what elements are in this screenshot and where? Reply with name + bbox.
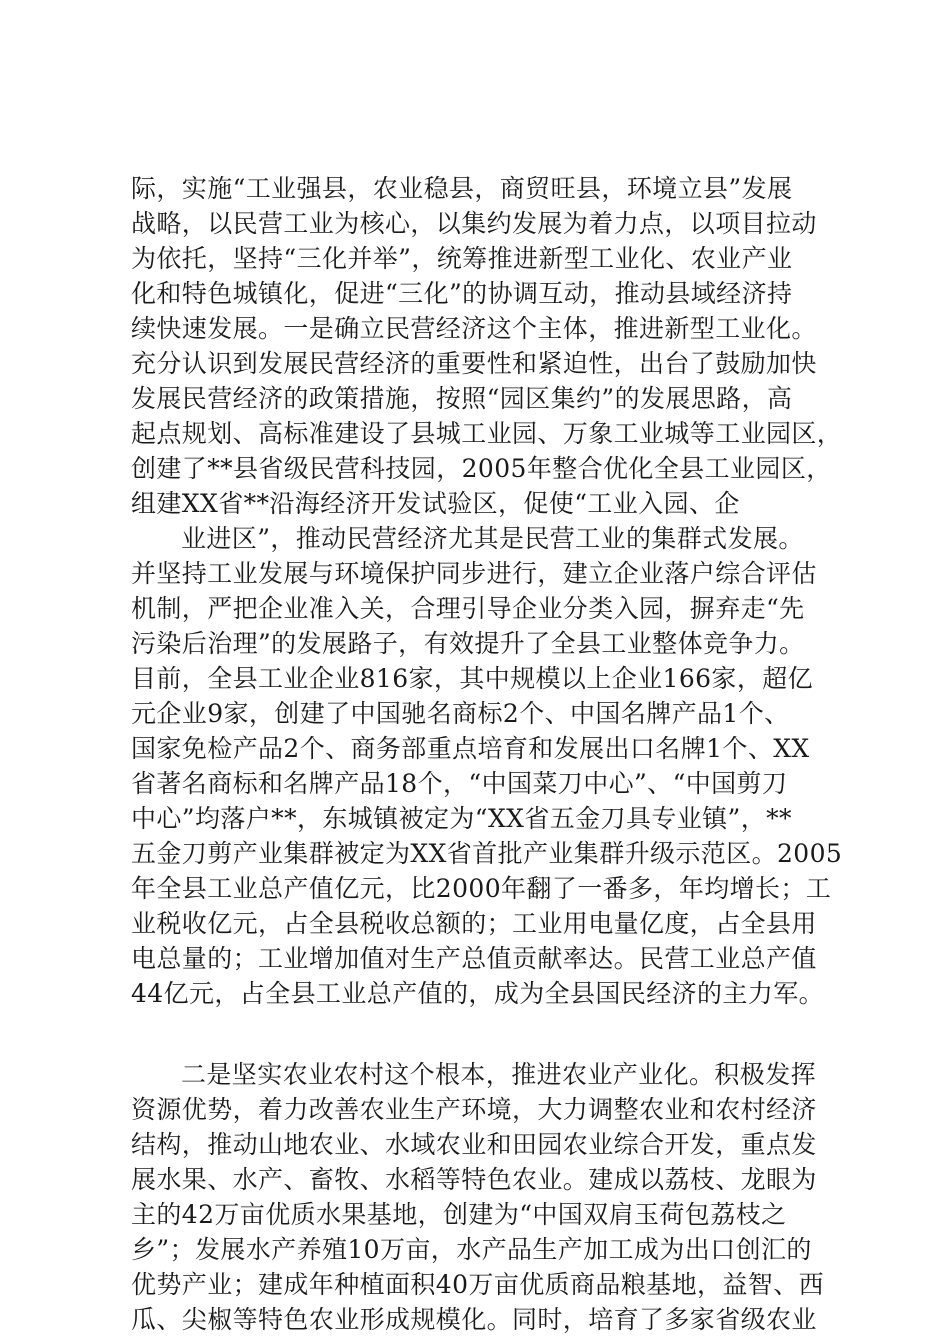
text-line: 中心”均落户**，东城镇被定为“XX省五金刀具专业镇”，** [131, 804, 792, 833]
text-line: 战略，以民营工业为核心，以集约发展为着力点，以项目拉动 [131, 209, 817, 238]
text-line: 主的42万亩优质水果基地，创建为“中国双肩玉荷包荔枝之 [131, 1200, 787, 1229]
text-line: 并坚持工业发展与环境保护同步进行，建立企业落户综合评估 [131, 559, 817, 588]
text-line: 业进区”，推动民营经济尤其是民营工业的集群式发展。 [181, 524, 804, 553]
text-line: 机制，严把企业准入关，合理引导企业分类入园，摒弃走“先 [131, 594, 805, 623]
text-line: 展水果、水产、畜牧、水稻等特色农业。建成以荔枝、龙眼为 [131, 1165, 817, 1194]
text-line: 创建了**县省级民营科技园，2005年整合优化全县工业园区， [131, 454, 832, 483]
text-line: 乡”；发展水产养殖10万亩，水产品生产加工成为出口创汇的 [131, 1235, 812, 1264]
text-line: 瓜、尖椒等特色农业形成规模化。同时，培育了多家省级农业 [131, 1305, 817, 1334]
text-line: 发展民营经济的政策措施，按照“园区集约”的发展思路，高 [131, 384, 793, 413]
text-line: 年全县工业总产值亿元，比2000年翻了一番多，年均增长；工 [131, 874, 832, 903]
text-line: 省著名商标和名牌产品18个，“中国菜刀中心”、“中国剪刀 [131, 769, 788, 798]
text-line: 结构，推动山地农业、水域农业和田园农业综合开发，重点发 [131, 1130, 817, 1159]
text-line: 44亿元，占全县工业总产值的，成为全县国民经济的主力军。 [131, 979, 825, 1008]
text-line: 污染后治理”的发展路子，有效提升了全县工业整体竞争力。 [131, 629, 805, 658]
text-line: 二是坚实农业农村这个根本，推进农业产业化。积极发挥 [181, 1060, 817, 1089]
text-line: 为依托，坚持“三化并举”，统筹推进新型工业化、农业产业 [131, 244, 793, 273]
text-line: 续快速发展。一是确立民营经济这个主体，推进新型工业化。 [131, 314, 817, 343]
text-line: 电总量的；工业增加值对生产总值贡献率达。民营工业总产值 [131, 944, 817, 973]
text-line: 际，实施“工业强县，农业稳县，商贸旺县，环境立县”发展 [131, 174, 793, 203]
text-line: 五金刀剪产业集群被定为XX省首批产业集群升级示范区。2005 [131, 839, 843, 868]
text-line: 充分认识到发展民营经济的重要性和紧迫性，出台了鼓励加快 [131, 349, 817, 378]
text-line: 业税收亿元，占全县税收总额的；工业用电量亿度，占全县用 [131, 909, 817, 938]
text-line: 化和特色城镇化，促进“三化”的协调互动，推动县域经济持 [131, 279, 793, 308]
text-line: 组建XX省**沿海经济开发试验区，促使“工业入园、企 [131, 489, 740, 518]
text-line: 目前，全县工业企业816家，其中规模以上企业166家，超亿 [131, 664, 814, 693]
text-line: 元企业9家，创建了中国驰名商标2个、中国名牌产品1个、 [131, 699, 790, 728]
text-line: 起点规划、高标准建设了县城工业园、万象工业城等工业园区， [131, 419, 843, 448]
text-line: 优势产业；建成年种植面积40万亩优质商品粮基地，益智、西 [131, 1270, 825, 1299]
text-line: 资源优势，着力改善农业生产环境，大力调整农业和农村经济 [131, 1095, 817, 1124]
text-line: 国家免检产品2个、商务部重点培育和发展出口名牌1个、XX [131, 734, 810, 763]
